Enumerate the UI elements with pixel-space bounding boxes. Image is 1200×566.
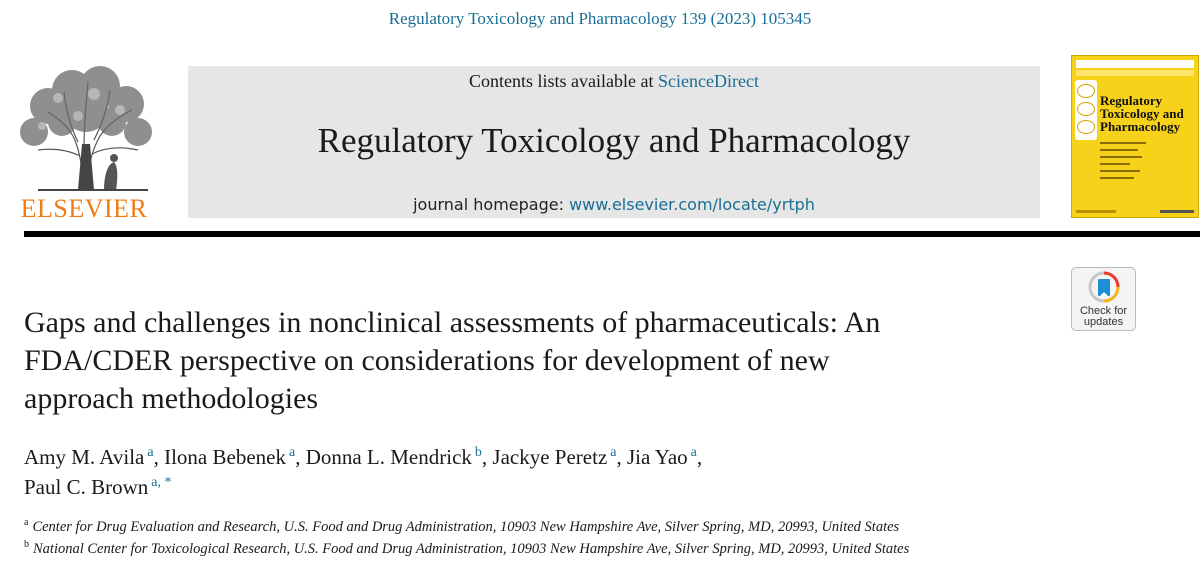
check-for-updates-button[interactable] xyxy=(1071,267,1136,331)
journal-title: Regulatory Toxicology and Pharmacology xyxy=(317,121,911,160)
affiliation-text: Center for Drug Evaluation and Research, U.S. Food and Drug Administration, 10903 New Hampshire Ave, Silver Spring, MD, 20993, United States xyxy=(32,519,900,535)
sciencedirect-link[interactable]: ScienceDirect xyxy=(658,71,759,91)
contents-prefix: Contents lists available at xyxy=(469,71,654,91)
journal-banner xyxy=(188,66,1040,218)
homepage-link[interactable]: www.elsevier.com/locate/yrtph xyxy=(569,195,815,214)
contents-line xyxy=(188,71,1040,92)
check-for-updates-line2: updates xyxy=(1083,316,1124,328)
author-separator: , xyxy=(295,445,306,469)
article-title-line: approach methodologies xyxy=(24,382,319,415)
homepage-prefix: journal homepage: xyxy=(413,195,564,214)
elsevier-wordmark: ELSEVIER xyxy=(20,194,148,223)
author-name[interactable]: Jackye Peretz xyxy=(492,445,608,469)
author-separator: , xyxy=(481,445,493,469)
author-name[interactable]: Donna L. Mendrick xyxy=(305,445,472,469)
article-title-line: FDA/CDER perspective on considerations for development of new xyxy=(24,344,830,377)
affiliation-a xyxy=(24,519,899,536)
author-affiliation-link[interactable]: a xyxy=(690,445,697,460)
cover-emblem-icon xyxy=(1075,80,1097,140)
elsevier-tree-icon xyxy=(8,66,160,192)
author-affiliation-link[interactable]: b xyxy=(474,445,482,460)
article-title xyxy=(24,304,1044,418)
author-line xyxy=(24,442,1044,472)
cover-title: Regulatory Toxicology and Pharmacology xyxy=(1100,93,1184,134)
citation-link[interactable]: Regulatory Toxicology and Pharmacology 139 (2023) 105345 xyxy=(388,9,812,28)
affiliation-text: National Center for Toxicological Research, U.S. Food and Drug Administration, 10903 New Hampshire Ave, Silver Spring, MD, 20993, United States xyxy=(33,541,910,557)
check-for-updates-icon xyxy=(1088,271,1120,303)
affiliation-label: a xyxy=(24,517,29,529)
author-line xyxy=(24,472,1044,502)
author-separator: , xyxy=(616,445,627,469)
author-name[interactable]: Paul C. Brown xyxy=(24,475,149,499)
journal-cover-icon[interactable] xyxy=(1071,55,1199,218)
affiliation-label: b xyxy=(24,539,29,551)
article-title-line: Gaps and challenges in nonclinical assessments of pharmaceuticals: An xyxy=(24,306,881,339)
journal-citation[interactable] xyxy=(0,9,1200,29)
affiliation-b xyxy=(24,541,909,558)
author-name[interactable]: Ilona Bebenek xyxy=(164,445,286,469)
cover-footer-logo xyxy=(1160,210,1194,213)
check-for-updates-label xyxy=(1072,306,1135,328)
check-for-updates-line1: Check for xyxy=(1079,305,1128,317)
cover-strip-secondary xyxy=(1076,70,1194,76)
homepage-line xyxy=(188,195,1040,214)
author-affiliation-link[interactable]: a, * xyxy=(151,475,172,490)
author-affiliation-link[interactable]: a xyxy=(288,445,296,460)
author-name[interactable]: Jia Yao xyxy=(626,445,688,469)
cover-editor-lines xyxy=(1100,142,1160,184)
cover-footer-mark xyxy=(1076,210,1116,213)
author-affiliation-link[interactable]: a xyxy=(147,445,154,460)
elsevier-logo[interactable] xyxy=(8,66,160,224)
author-list xyxy=(24,442,1044,502)
author-separator: , xyxy=(153,445,165,469)
author-affiliation-link[interactable]: a xyxy=(610,445,617,460)
header-divider xyxy=(24,231,1200,237)
author-name[interactable]: Amy M. Avila xyxy=(24,445,145,469)
cover-strip xyxy=(1076,60,1194,68)
author-separator: , xyxy=(696,445,703,469)
